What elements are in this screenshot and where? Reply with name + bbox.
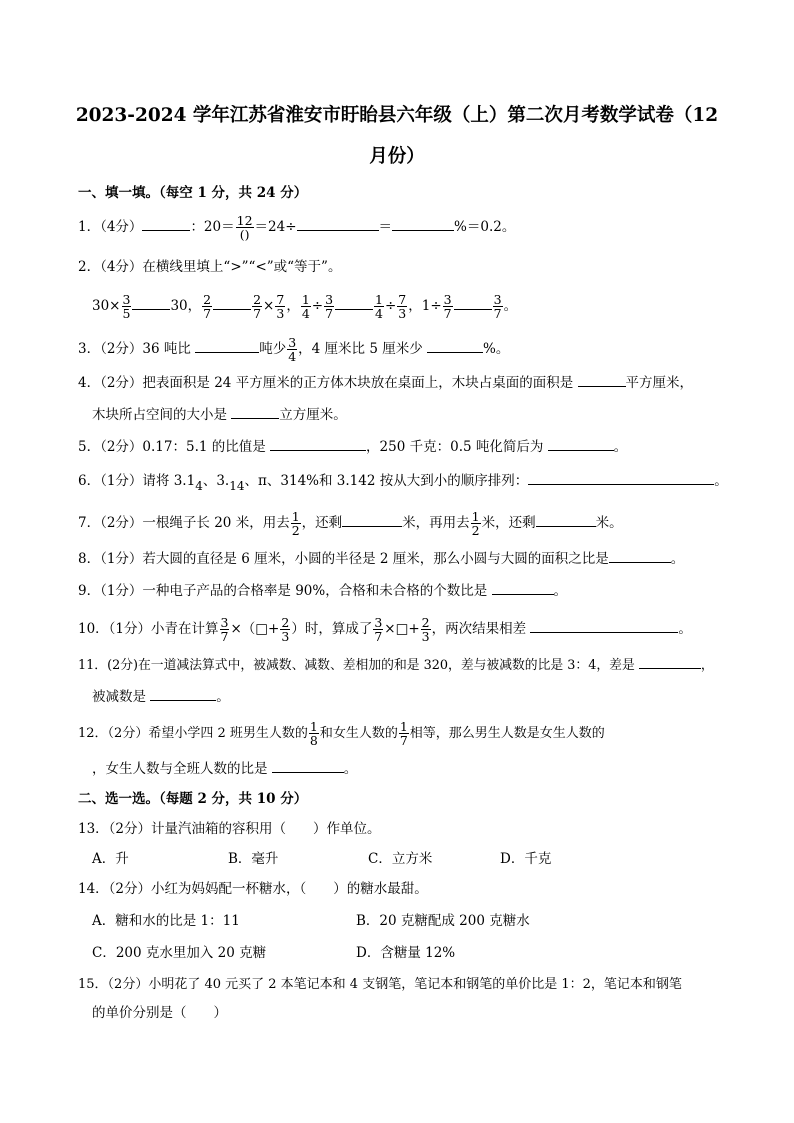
answer-blank[interactable] xyxy=(342,512,402,527)
answer-blank[interactable] xyxy=(142,216,190,231)
answer-blank[interactable] xyxy=(392,216,454,231)
answer-blank[interactable] xyxy=(454,295,492,310)
question-12-line1: 12．（2分）希望小学四 2 班男生人数的 $\frac{1}{8}$ 和女生人数的 $\frac{1}{7}$ 相等，那么男生人数是女生人数的 xyxy=(78,719,605,748)
question-15-line2: 的单价分别是（ ） xyxy=(92,1005,227,1021)
question-11-line1: 11．(2分)在一道减法算式中，被减数、减数、差相加的和是 320，差与被减数的比是 3：4，差是 ， xyxy=(78,654,714,675)
question-5: 5．（2分）0.17：5.1 的比值是 ，250 千克：0.5 吨化简后为 。 xyxy=(78,436,627,456)
answer-blank[interactable] xyxy=(530,618,678,633)
question-1: 1．（4分） ：20＝ $\frac{12}{()}$ ＝24÷ ＝ %＝0.2。 xyxy=(78,213,516,242)
question-9: 9．（1分）一种电子产品的合格率是 90%，合格和未合格的个数比是 。 xyxy=(78,580,567,600)
option-c[interactable]: C．200 克水里加入 20 克糖 xyxy=(92,945,267,961)
option-d[interactable]: D．千克 xyxy=(500,851,552,867)
answer-blank[interactable] xyxy=(536,512,596,527)
question-14: 14．（2分）小红为妈妈配一杯糖水，（ ）的糖水最甜。 xyxy=(78,881,428,897)
question-7: 7．（2分）一根绳子长 20 米，用去 $\frac{1}{2}$ ，还剩 米，再用去 $\frac{1}{2}$ 米，还剩 米。 xyxy=(78,509,623,538)
fraction: $\frac{12}{()}$ xyxy=(236,213,253,242)
question-4-line1: 4．（2分）把表面积是 24 平方厘米的正方体木块放在桌面上，木块占桌面的面积是 平方厘米， xyxy=(78,372,693,392)
question-2: 2．（4分）在横线里填上“>”“<”或“等于”。 xyxy=(78,259,342,275)
answer-blank[interactable] xyxy=(195,338,259,353)
question-3: 3．（2分）36 吨比 吨少 $\frac{3}{4}$ ，4 厘米比 5 厘米少 %。 xyxy=(78,335,510,364)
answer-blank[interactable] xyxy=(213,295,251,310)
question-11-line2: 被减数是 。 xyxy=(92,686,230,706)
option-b[interactable]: B．毫升 xyxy=(228,851,279,867)
answer-blank[interactable] xyxy=(548,436,614,451)
question-12-line2: ，女生人数与全班人数的比是 。 xyxy=(92,758,357,778)
question-13: 13．（2分）计量汽油箱的容积用（ ）作单位。 xyxy=(78,821,381,837)
exam-title-line1: 2023-2024 学年江苏省淮安市盱眙县六年级（上）第二次月考数学试卷（12 xyxy=(75,105,719,126)
answer-blank[interactable] xyxy=(492,580,554,595)
exam-title-line2: 月份） xyxy=(369,146,425,167)
option-c[interactable]: C．立方米 xyxy=(368,851,433,867)
question-6: 6．（1分）请将 3.14、3.14、π、314%和 3.142 按从大到小的顺序排列： 。 xyxy=(78,470,728,495)
answer-blank[interactable] xyxy=(335,295,373,310)
question-8: 8．（1分）若大圆的直径是 6 厘米，小圆的半径是 2 厘米，那么小圆与大圆的面积之比是 。 xyxy=(78,548,684,568)
answer-blank[interactable] xyxy=(231,404,279,419)
answer-blank[interactable] xyxy=(132,295,170,310)
answer-blank[interactable] xyxy=(578,372,626,387)
answer-blank[interactable] xyxy=(609,548,671,563)
question-2-items: 30× $\frac{3}{5}$ 30， $\frac{2}{7}$ $\frac{2}{7}$ × $\frac{7}{3}$ ， $\frac{1}{4}$ ÷ $\frac{3}{7}$ $\frac{1}{4}$ ÷ $\frac{7}{3}$ ，1÷ $\frac{3}{7}$ $\frac{3}{7}$ 。 xyxy=(92,292,518,321)
answer-blank[interactable] xyxy=(528,470,714,485)
answer-blank[interactable] xyxy=(272,758,344,773)
option-d[interactable]: D．含糖量 12% xyxy=(356,945,456,961)
question-4-line2: 木块所占空间的大小是 立方厘米。 xyxy=(92,404,347,424)
section-fill-heading: 一、填一填。（每空 1 分，共 24 分） xyxy=(78,185,308,201)
question-10: 10．（1分）小青在计算 $\frac{3}{7}$ ×（□+ $\frac{2}{3}$ ）时，算成了 $\frac{3}{7}$ ×□+ $\frac{2}{3}$ ，两次结果相差 。 xyxy=(78,615,692,644)
answer-blank[interactable] xyxy=(150,686,216,701)
answer-blank[interactable] xyxy=(297,216,379,231)
question-15-line1: 15．（2分）小明花了 40 元买了 2 本笔记本和 4 支钢笔，笔记本和钢笔的单价比是 1：2，笔记本和钢笔 xyxy=(78,977,682,992)
option-b[interactable]: B．20 克糖配成 200 克糖水 xyxy=(356,913,530,929)
option-a[interactable]: A．升 xyxy=(92,851,129,867)
answer-blank[interactable] xyxy=(639,654,701,669)
answer-blank[interactable] xyxy=(270,436,366,451)
answer-blank[interactable] xyxy=(427,338,483,353)
section-choice-heading: 二、选一选。（每题 2 分，共 10 分） xyxy=(78,791,308,807)
option-a[interactable]: A．糖和水的比是 1：11 xyxy=(92,913,240,929)
